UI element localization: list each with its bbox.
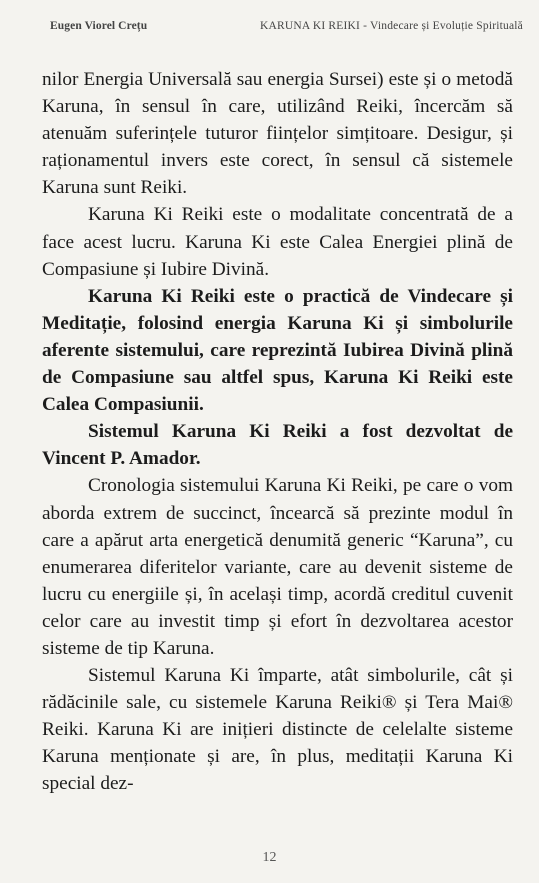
paragraph: Sistemul Karuna Ki împarte, atât simbolurile, cât și rădăcinile sale, cu sistemele Karuna Reiki® și Tera Mai® Reiki. Karuna Ki are inițieri distincte de celelalte sisteme Karuna menționate și are, în plus, meditații Karuna Ki special dez-	[42, 665, 513, 795]
header-author: Eugen Viorel Crețu	[50, 20, 148, 32]
paragraph-bold: Sistemul Karuna Ki Reiki a fost dezvoltat de Vincent P. Amador.	[42, 421, 513, 470]
page-number: 12	[262, 850, 277, 865]
header-book-title: KARUNA KI REIKI - Vindecare și Evoluție Spirituală	[259, 20, 523, 32]
paragraph-bold: Karuna Ki Reiki este o practică de Vindecare și Meditație, folosind energia Karuna Ki și simbolurile aferente sistemului, care reprezintă Iubirea Divină plină de Compasiune sau altfel spus, Karuna Ki Reiki este Calea Compasiunii.	[42, 285, 513, 416]
paragraph: Cronologia sistemului Karuna Ki Reiki, pe care o vom aborda extrem de succinct, încearcă să prezinte modul în care a apărut arta energetică denumită generic “Karuna”, cu enumerarea diferitelor variante, care au devenit sisteme de lucru cu energiile și, în același timp, acordă creditul cuvenit celor care au investit timp și efort în dezvoltarea acestor sisteme de tip Karuna.	[42, 475, 513, 659]
paragraph: nilor Energia Universală sau energia Sursei) este și o metodă Karuna, în sensul în care, utilizând Reiki, încercăm să atenuăm suferințele tuturor ființelor simțitoare. Desigur, și raționamentul invers este corect, în sensul că sistemele Karuna sunt Reiki.	[42, 69, 513, 199]
running-header	[50, 20, 523, 32]
paragraph: Karuna Ki Reiki este o modalitate concentrată de a face acest lucru. Karuna Ki este Calea Energiei plină de Compasiune și Iubire Divină.	[42, 204, 513, 280]
page-body	[42, 66, 513, 798]
